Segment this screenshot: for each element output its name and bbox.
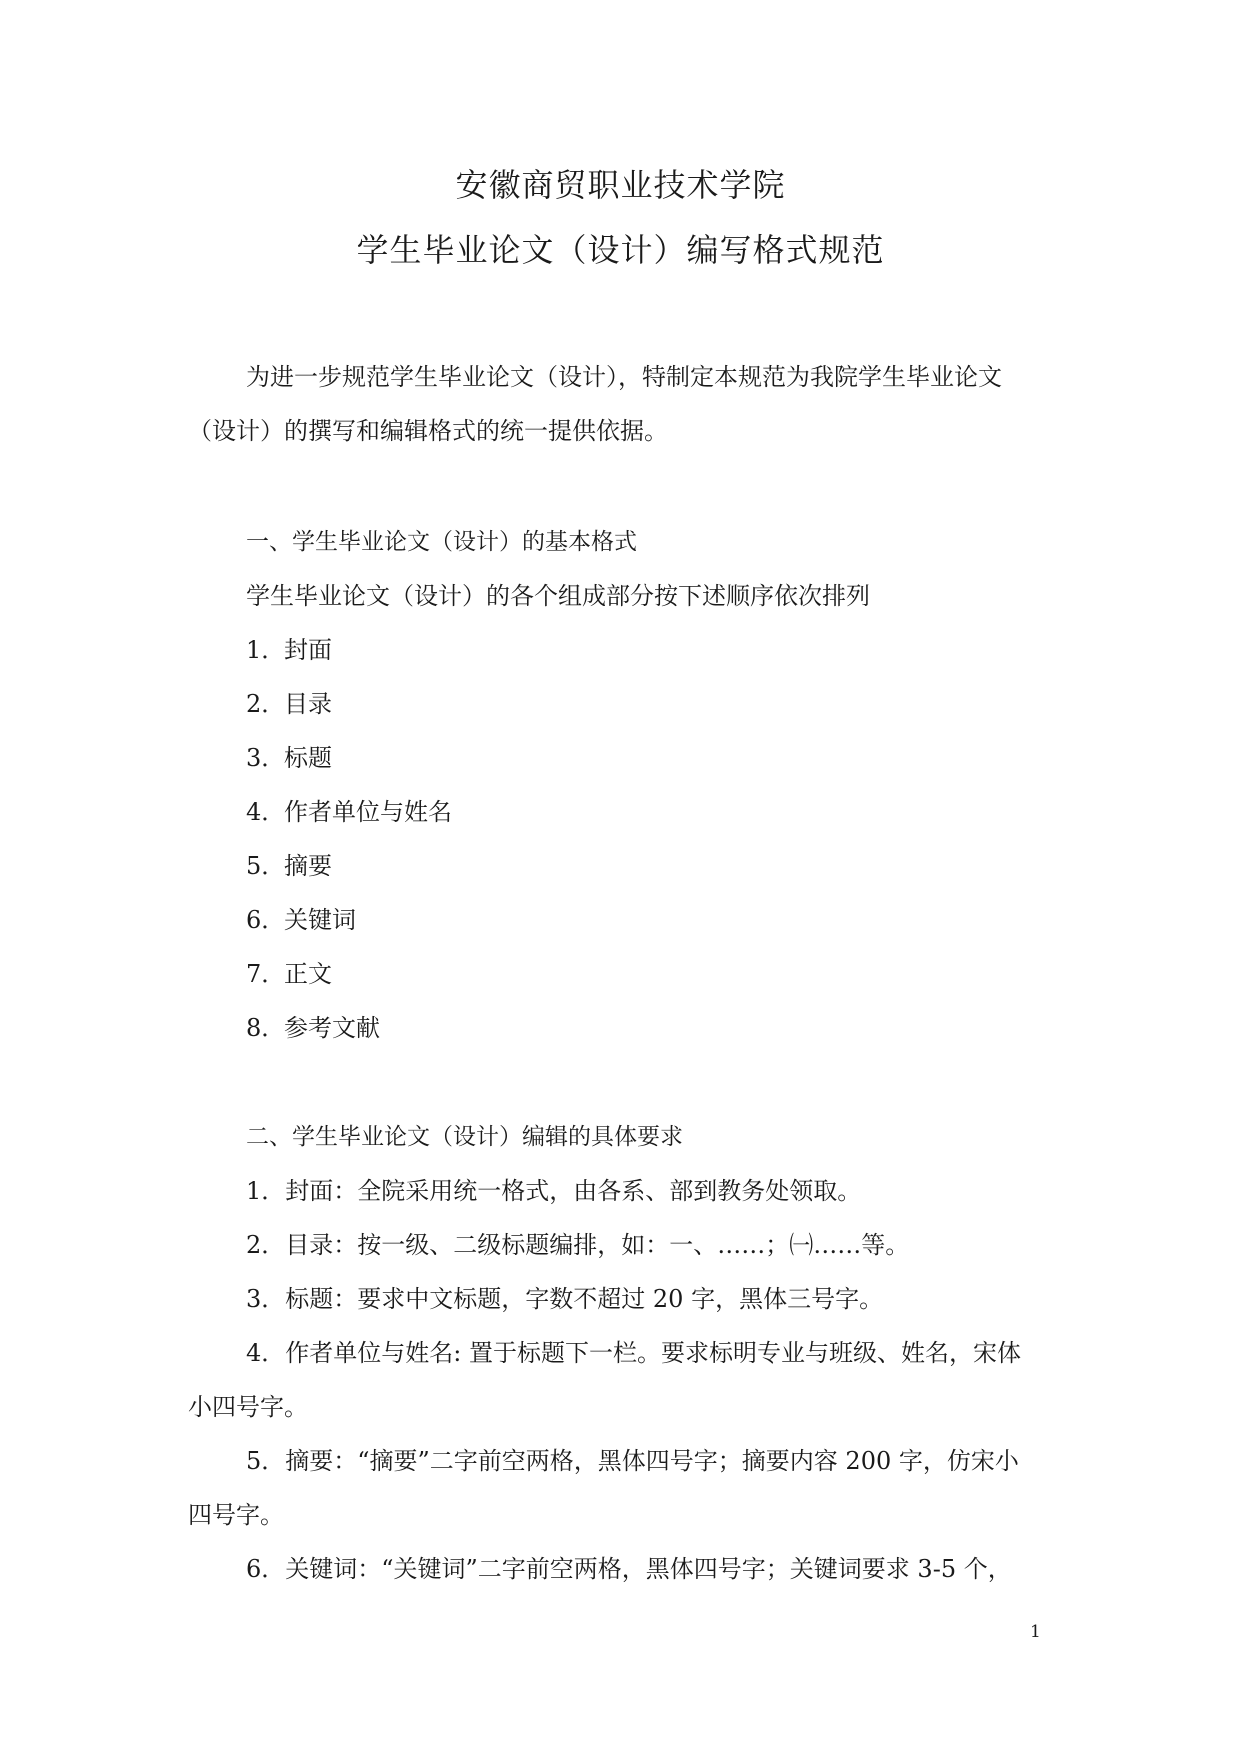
list-item: [246, 851, 332, 881]
page-number: 1: [1030, 1622, 1041, 1642]
list-item-number: 1．: [246, 636, 286, 664]
list-item-text: 关键词: [284, 906, 356, 934]
list-item: [246, 689, 332, 719]
requirement-paragraph-line: 5．摘要：“摘要”二字前空两格，黑体四号字；摘要内容 200 字，仿宋小: [246, 1447, 1019, 1475]
requirement-paragraph-line: 小四号字。: [188, 1393, 308, 1421]
list-item: [246, 797, 452, 827]
intro-paragraph-line-2: （设计）的撰写和编辑格式的统一提供依据。: [188, 417, 668, 445]
document-title: 学生毕业论文（设计）编写格式规范: [356, 231, 885, 269]
list-item: [246, 1013, 380, 1043]
section-2-heading: 二、学生毕业论文（设计）编辑的具体要求: [246, 1124, 683, 1150]
institution-title: 安徽商贸职业技术学院: [455, 166, 786, 204]
list-item-text: 参考文献: [284, 1014, 380, 1042]
list-item-number: 2．: [246, 690, 286, 718]
list-item: [246, 743, 332, 773]
list-item-text: 目录: [284, 690, 332, 718]
requirement-paragraph-line: 4．作者单位与姓名: 置于标题下一栏。要求标明专业与班级、姓名，宋体: [246, 1339, 1021, 1367]
list-item-text: 标题: [284, 744, 332, 772]
list-item-number: 5．: [246, 852, 286, 880]
list-item: [246, 905, 356, 935]
section-1-heading: 一、学生毕业论文（设计）的基本格式: [246, 529, 637, 555]
list-item-text: 摘要: [284, 852, 332, 880]
list-item-number: 7．: [246, 960, 286, 988]
list-item-number: 4．: [246, 798, 286, 826]
list-item: [246, 959, 332, 989]
intro-paragraph-line-1: 为进一步规范学生毕业论文（设计），特制定本规范为我院学生毕业论文: [246, 363, 1002, 391]
requirement-paragraph: 3．标题：要求中文标题，字数不超过 20 字，黑体三号字。: [246, 1285, 884, 1313]
list-item-text: 正文: [284, 960, 332, 988]
list-item-text: 封面: [284, 636, 332, 664]
list-item-number: 3．: [246, 744, 286, 772]
list-item: [246, 635, 332, 665]
list-item-number: 6．: [246, 906, 286, 934]
requirement-paragraph-line: 四号字。: [188, 1501, 284, 1529]
list-item-number: 8．: [246, 1014, 286, 1042]
requirement-paragraph: 2．目录：按一级、二级标题编排，如：一、……；㈠……等。: [246, 1231, 910, 1259]
list-item-text: 作者单位与姓名: [284, 798, 452, 826]
section-1-intro: 学生毕业论文（设计）的各个组成部分按下述顺序依次排列: [246, 582, 870, 610]
requirement-paragraph-line: 6．关键词：“关键词”二字前空两格，黑体四号字；关键词要求 3-5 个，: [246, 1555, 1012, 1583]
requirement-paragraph: 1．封面：全院采用统一格式，由各系、部到教务处领取。: [246, 1177, 862, 1205]
